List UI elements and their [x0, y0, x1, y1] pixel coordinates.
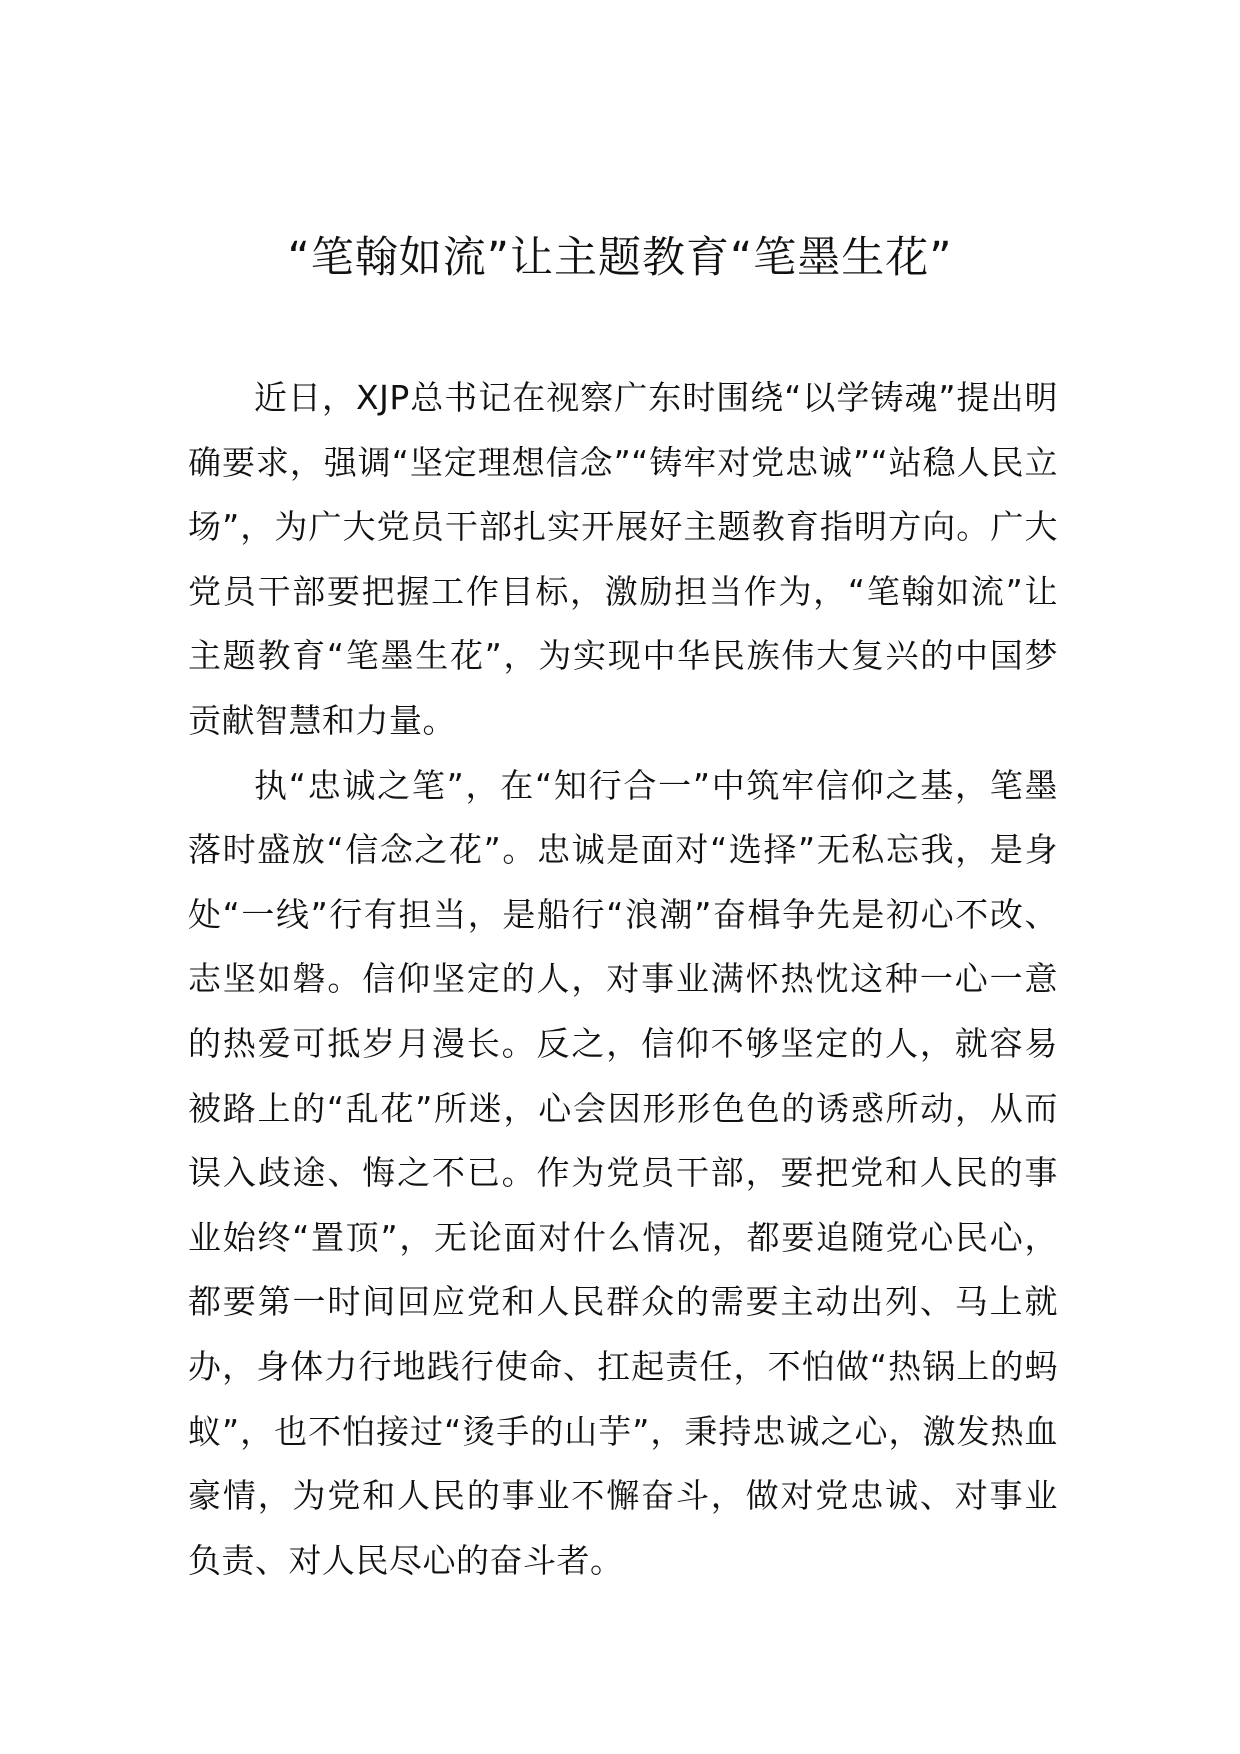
- document-body: [188, 366, 1058, 1593]
- paragraph-2: 执“忠诚之笔”，在“知行合一”中筑牢信仰之基，笔墨落时盛放“信念之花”。忠诚是面对“选择”无私忘我，是身处“一线”行有担当，是船行“浪潮”奋楫争先是初心不改、志坚如磐。信仰坚定的人，对事业满怀热忱这种一心一意的热爱可抵岁月漫长。反之，信仰不够坚定的人，就容易被路上的“乱花”所迷，心会因形形色色的诱惑所动，从而误入歧途、悔之不已。作为党员干部，要把党和人民的事业始终“置顶”，无论面对什么情况，都要追随党心民心，都要第一时间回应党和人民群众的需要主动出列、马上就办，身体力行地践行使命、扛起责任，不怕做“热锅上的蚂蚁”，也不怕接过“烫手的山芋”，秉持忠诚之心，激发热血豪情，为党和人民的事业不懈奋斗，做对党忠诚、对事业负责、对人民尽心的奋斗者。: [188, 765, 1058, 1580]
- document-title: “笔翰如流”让主题教育“笔墨生花”: [287, 233, 953, 283]
- paragraph-1: 近日，XJP总书记在视察广东时围绕“以学铸魂”提出明确要求，强调“坚定理想信念”“铸牢对党忠诚”“站稳人民立场”，为广大党员干部扎实开展好主题教育指明方向。广大党员干部要把握工作目标，激励担当作为，“笔翰如流”让主题教育“笔墨生花”，为实现中华民族伟大复兴的中国梦贡献智慧和力量。: [188, 378, 1058, 740]
